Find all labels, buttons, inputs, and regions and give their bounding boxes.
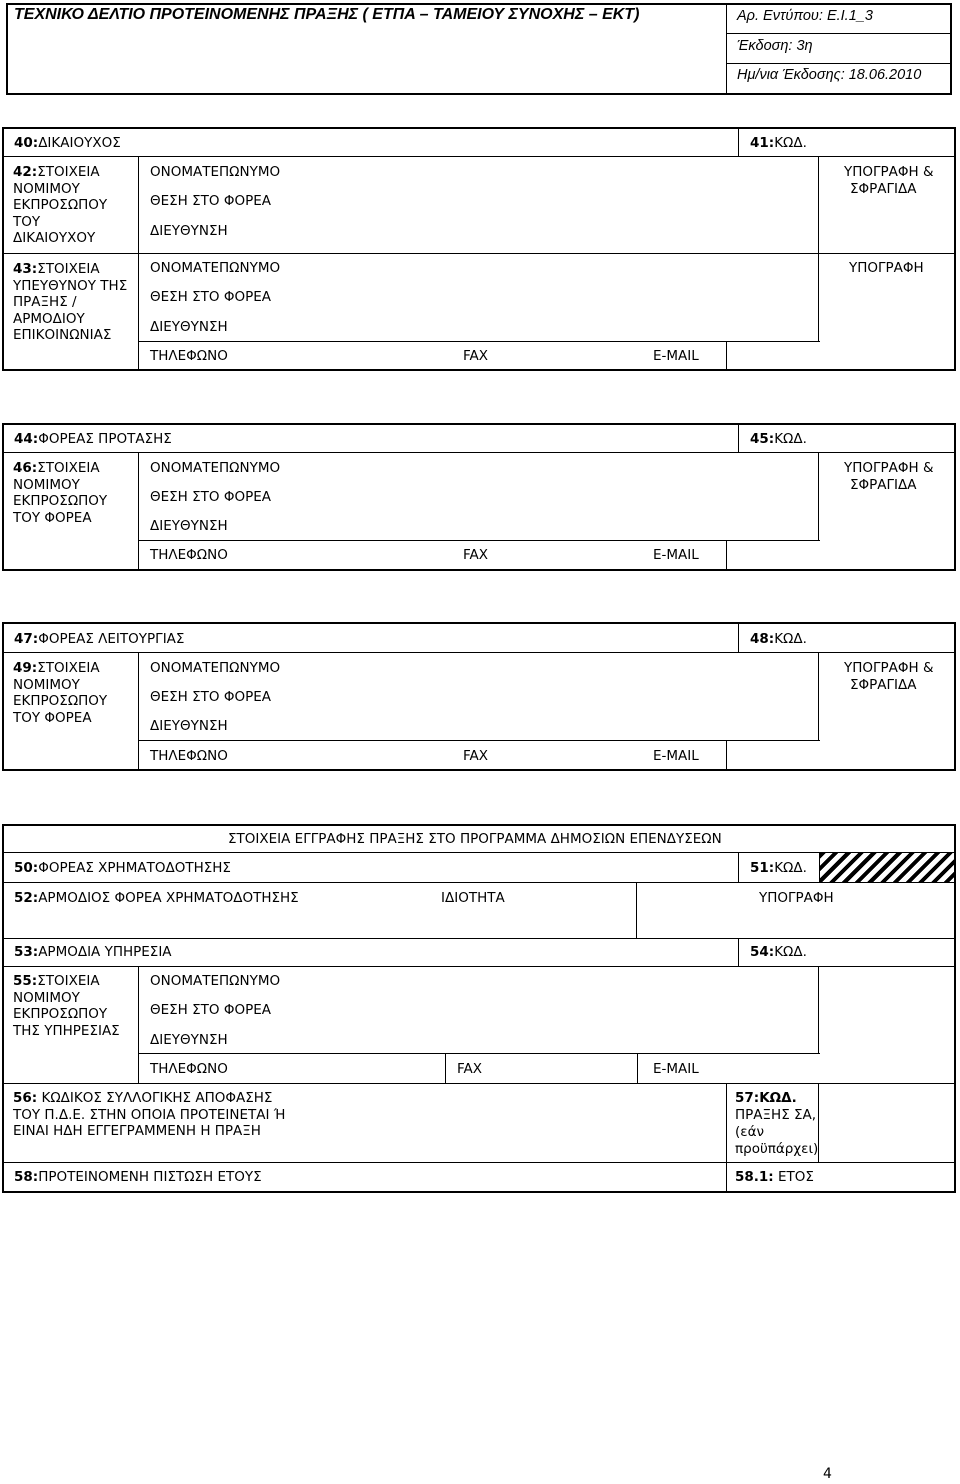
s4-f51-divider [738, 853, 739, 882]
edition-date: Ημ/νια Έκδοσης: 18.06.2010 [737, 67, 922, 83]
page-number: 4 [823, 1466, 832, 1482]
section-title: ΣΤΟΙΧΕΙΑ ΕΓΓΡΑΦΗΣ ΠΡΑΞΗΣ ΣΤΟ ΠΡΟΓΡΑΜΜΑ ΔΗΜΟΣΙΩΝ ΕΠΕΝΔΥΣΕΩΝ [228, 831, 722, 847]
field-48: 48:ΚΩΔ. [750, 631, 807, 647]
label-address: ΔΙΕΥΘΥΝΣΗ [150, 518, 228, 534]
edition: Έκδοση: 3η [737, 38, 813, 54]
label-address: ΔΙΕΥΘΥΝΣΗ [150, 718, 228, 734]
field-52: 52:ΑΡΜΟΔΙΟΣ ΦΟΡΕΑ ΧΡΗΜΑΤΟΔΟΤΗΣΗΣ [14, 890, 299, 906]
s3-label-col [138, 653, 139, 769]
s2-label-col [138, 453, 139, 569]
field-45: 45:ΚΩΔ. [750, 431, 807, 447]
s2-code-divider [738, 425, 739, 453]
s3-code-divider [738, 624, 739, 653]
label-sign-stamp-2: ΣΦΡΑΓΙΔΑ [850, 477, 917, 493]
s1-label-col-bot [138, 254, 139, 369]
field-54: 54:ΚΩΔ. [750, 944, 807, 960]
header-divider-1 [726, 33, 950, 34]
field-57-label: 57:ΚΩΔ. ΠΡΑΞΗΣ ΣΑ, (εάν προϋπάρχει) [735, 1090, 819, 1157]
label-position: ΘΕΣΗ ΣΤΟ ΦΟΡΕΑ [150, 193, 271, 209]
section-beneficiary [2, 127, 956, 371]
s1-row-divider-top [4, 156, 954, 157]
s1-sign-col-top [818, 157, 819, 253]
s1-contact-row-line [138, 341, 820, 342]
s4-line-4 [4, 966, 954, 967]
label-fax: FAX [463, 748, 489, 764]
s4-f51-divider-right [819, 853, 820, 882]
label-sign-stamp-1: ΥΠΟΓΡΑΦΗ & [844, 660, 934, 676]
hatched-code-box [820, 853, 954, 882]
header-divider-vertical [726, 5, 727, 93]
s1-row-divider-mid [4, 253, 954, 254]
s4-line-6 [4, 1162, 954, 1163]
label-capacity: ΙΔΙΟΤΗΤΑ [441, 890, 505, 906]
header-divider-2 [726, 63, 950, 64]
s2-row-divider [4, 452, 954, 453]
label-name: ΟΝΟΜΑΤΕΠΩΝΥΜΟ [150, 460, 281, 476]
label-position: ΘΕΣΗ ΣΤΟ ΦΟΡΕΑ [150, 1002, 271, 1018]
s4-line-1 [4, 852, 954, 853]
s3-sign-col [818, 653, 819, 741]
label-email: E-MAIL [653, 348, 699, 364]
field-49-label: 49:ΣΤΟΙΧΕΙΑ ΝΟΜΙΜΟΥ ΕΚΠΡΟΣΩΠΟΥ ΤΟΥ ΦΟΡΕΑ [13, 660, 108, 726]
label-sign-stamp-1: ΥΠΟΓΡΑΦΗ & [844, 164, 934, 180]
field-53: 53:ΑΡΜΟΔΙΑ ΥΠΗΡΕΣΙΑ [14, 944, 172, 960]
label-email: E-MAIL [653, 748, 699, 764]
label-sign: ΥΠΟΓΡΑΦΗ [759, 890, 834, 906]
field-41: 41:ΚΩΔ. [750, 135, 807, 151]
label-fax: FAX [463, 348, 489, 364]
field-46-label: 46:ΣΤΟΙΧΕΙΑ ΝΟΜΙΜΟΥ ΕΚΠΡΟΣΩΠΟΥ ΤΟΥ ΦΟΡΕΑ [13, 460, 108, 526]
label-position: ΘΕΣΗ ΣΤΟ ΦΟΡΕΑ [150, 689, 271, 705]
s4-contact-fax-line [445, 1053, 446, 1083]
s2-sign-col [818, 453, 819, 541]
label-fax: FAX [457, 1061, 483, 1077]
field-44: 44:ΦΟΡΕΑΣ ΠΡΟΤΑΣΗΣ [14, 431, 172, 447]
s4-label-col [138, 967, 139, 1083]
label-email: E-MAIL [653, 547, 699, 563]
field-58-1: 58.1: ΕΤΟΣ [735, 1169, 814, 1185]
label-sign-stamp-1: ΥΠΟΓΡΑΦΗ & [844, 460, 934, 476]
s4-f52-divider [636, 883, 637, 938]
label-sign: ΥΠΟΓΡΑΦΗ [849, 260, 924, 276]
s4-contact-row-line [138, 1053, 820, 1054]
label-sign-stamp-2: ΣΦΡΑΓΙΔΑ [850, 181, 917, 197]
label-address: ΔΙΕΥΘΥΝΣΗ [150, 319, 228, 335]
s4-line-3 [4, 938, 954, 939]
s3-row-divider [4, 652, 954, 653]
field-55-label: 55:ΣΤΟΙΧΕΙΑ ΝΟΜΙΜΟΥ ΕΚΠΡΟΣΩΠΟΥ ΤΗΣ ΥΠΗΡΕΣΙΑΣ [13, 973, 120, 1039]
s1-contact-end-line [726, 341, 727, 369]
field-43-label: 43:ΣΤΟΙΧΕΙΑ ΥΠΕΥΘΥΝΟΥ ΤΗΣ ΠΡΑΞΗΣ / ΑΡΜΟΔΙΟΥ ΕΠΙΚΟΙΝΩΝΙΑΣ [13, 261, 128, 343]
field-50: 50:ΦΟΡΕΑΣ ΧΡΗΜΑΤΟΔΟΤΗΣΗΣ [14, 860, 231, 876]
s2-contact-end-line [726, 540, 727, 569]
s1-sign-col-bot [818, 254, 819, 342]
label-name: ΟΝΟΜΑΤΕΠΩΝΥΜΟ [150, 973, 281, 989]
s4-f54-divider [738, 939, 739, 966]
field-51: 51:ΚΩΔ. [750, 860, 807, 876]
s2-contact-row-line [138, 540, 820, 541]
field-58: 58:ΠΡΟΤΕΙΝΟΜΕΝΗ ΠΙΣΤΩΣΗ ΕΤΟΥΣ [14, 1169, 262, 1185]
label-name: ΟΝΟΜΑΤΕΠΩΝΥΜΟ [150, 164, 281, 180]
s3-contact-end-line [726, 740, 727, 769]
s4-f57-divider [726, 1084, 727, 1193]
label-address: ΔΙΕΥΘΥΝΣΗ [150, 223, 228, 239]
s4-sign-col [818, 967, 819, 1054]
label-phone: ΤΗΛΕΦΩΝΟ [150, 748, 228, 764]
s4-line-5 [4, 1083, 954, 1084]
label-phone: ΤΗΛΕΦΩΝΟ [150, 1061, 228, 1077]
field-40: 40:ΔΙΚΑΙΟΥΧΟΣ [14, 135, 121, 151]
s3-contact-row-line [138, 740, 820, 741]
label-phone: ΤΗΛΕΦΩΝΟ [150, 348, 228, 364]
field-47: 47:ΦΟΡΕΑΣ ΛΕΙΤΟΥΡΓΙΑΣ [14, 631, 185, 647]
label-email: E-MAIL [653, 1061, 699, 1077]
label-position: ΘΕΣΗ ΣΤΟ ΦΟΡΕΑ [150, 289, 271, 305]
label-name: ΟΝΟΜΑΤΕΠΩΝΥΜΟ [150, 260, 281, 276]
document-title: ΤΕΧΝΙΚΟ ΔΕΛΤΙΟ ΠΡΟΤΕΙΝΟΜΕΝΗΣ ΠΡΑΞΗΣ ( ΕΤΠΑ – ΤΑΜΕΙΟΥ ΣΥΝΟΧΗΣ – ΕΚΤ) [14, 6, 640, 23]
label-sign-stamp-2: ΣΦΡΑΓΙΔΑ [850, 677, 917, 693]
label-phone: ΤΗΛΕΦΩΝΟ [150, 547, 228, 563]
s4-contact-email-line [637, 1053, 638, 1083]
s1-code-divider [738, 129, 739, 157]
s1-label-col-top [138, 157, 139, 253]
label-position: ΘΕΣΗ ΣΤΟ ΦΟΡΕΑ [150, 489, 271, 505]
label-name: ΟΝΟΜΑΤΕΠΩΝΥΜΟ [150, 660, 281, 676]
s4-line-2 [4, 882, 954, 883]
form-number: Αρ. Εντύπου: Ε.Ι.1_3 [737, 8, 873, 24]
field-42-label: 42:ΣΤΟΙΧΕΙΑ ΝΟΜΙΜΟΥ ΕΚΠΡΟΣΩΠΟΥ ΤΟΥ ΔΙΚΑΙΟΥΧΟΥ [13, 164, 108, 246]
field-56-label: 56: ΚΩΔΙΚΟΣ ΣΥΛΛΟΓΙΚΗΣ ΑΠΟΦΑΣΗΣ ΤΟΥ Π.Δ.Ε. ΣΤΗΝ ΟΠΟΙΑ ΠΡΟΤΕΙΝΕΤΑΙ Ή ΕΙΝΑΙ ΗΔΗ ΕΓΓΕΓΡΑΜΜΕΝΗ Η ΠΡΑΞΗ [13, 1090, 286, 1139]
label-fax: FAX [463, 547, 489, 563]
label-address: ΔΙΕΥΘΥΝΣΗ [150, 1032, 228, 1048]
